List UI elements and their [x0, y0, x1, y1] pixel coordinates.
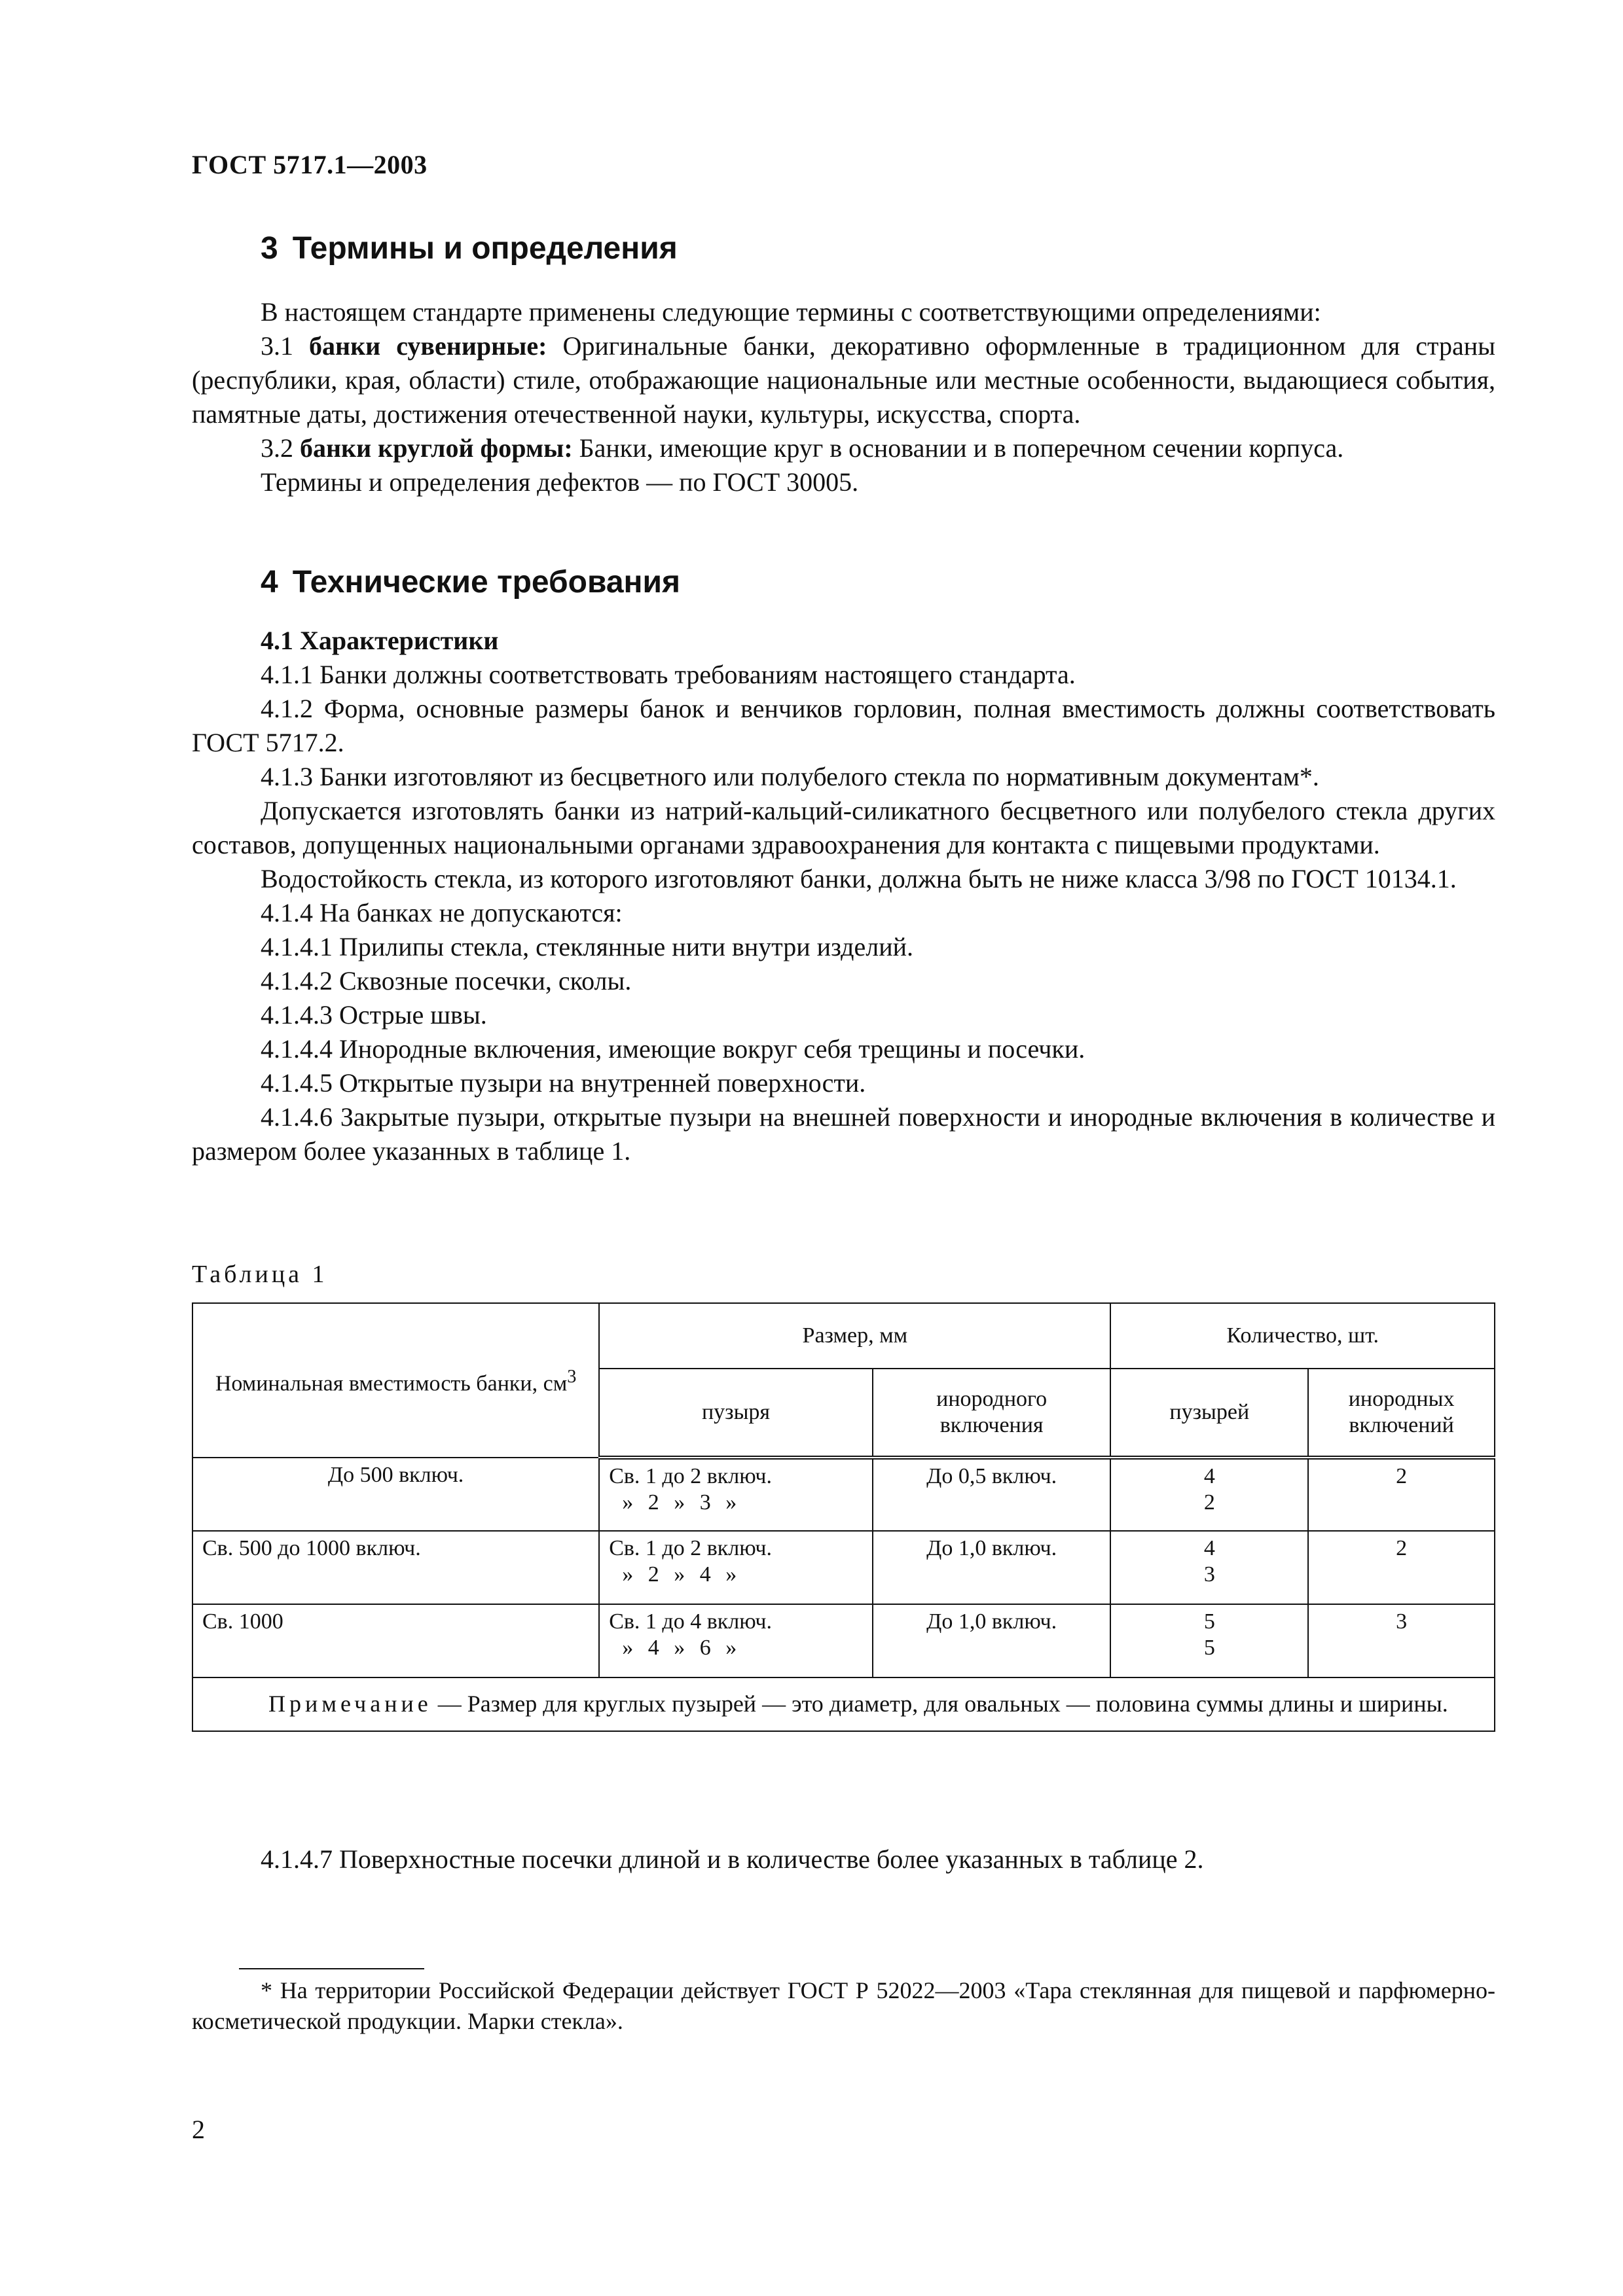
- clause-4-1-2: 4.1.2 Форма, основные размеры банок и венчиков горловин, полная вместимость должны соответствовать ГОСТ 5717.2.: [192, 694, 1495, 757]
- cell-qty-bubbles-line-1: 5: [1203, 1609, 1215, 1634]
- clause-4-1-4-5: 4.1.4.5 Открытые пузыри на внутренней поверхности.: [261, 1068, 866, 1098]
- table-note-row: [192, 1677, 1495, 1731]
- cell-qty-bubbles: [1110, 1531, 1308, 1604]
- header-qty-inclusions-line-1: инородных: [1348, 1387, 1455, 1411]
- table-row: [192, 1604, 1495, 1677]
- section-3-title: [261, 230, 678, 266]
- header-capacity-unit-power: 3: [567, 1366, 577, 1387]
- header-qty-inclusions-line-2: включений: [1349, 1413, 1454, 1437]
- section-4-body: [192, 624, 1495, 1168]
- cell-bubble-size-line-1: Св. 1 до 4 включ.: [609, 1609, 772, 1634]
- footnote-separator: [239, 1968, 424, 1969]
- cell-inclusion-size: До 0,5 включ.: [873, 1458, 1111, 1531]
- cell-qty-bubbles-line-2: 3: [1203, 1562, 1215, 1587]
- cell-capacity: До 500 включ.: [192, 1458, 599, 1531]
- clause-4-1-4-6: 4.1.4.6 Закрытые пузыри, открытые пузыри на внешней поверхности и инородные включения в количестве и размером более указанных в таблице 1.: [192, 1102, 1495, 1166]
- term-3-1-name: банки сувенирные:: [309, 331, 547, 361]
- clause-4-1-4-1: 4.1.4.1 Прилипы стекла, стеклянные нити внутри изделий.: [261, 932, 914, 961]
- section-3-body: [192, 295, 1495, 499]
- document-code-header: ГОСТ 5717.1—2003: [192, 150, 428, 179]
- header-quantity-group: Количество, шт.: [1110, 1303, 1495, 1369]
- cell-qty-inclusions: 2: [1308, 1531, 1495, 1604]
- cell-capacity: Св. 1000: [192, 1604, 599, 1677]
- page-number: 2: [192, 2115, 205, 2144]
- term-3-2-number: 3.2: [261, 433, 293, 463]
- cell-qty-inclusions: 3: [1308, 1604, 1495, 1677]
- footnote-text: * На территории Российской Федерации действует ГОСТ Р 52022—2003 «Тара стеклянная для пищевой и парфюмерно-косметической продукции. Марки стекла».: [192, 1977, 1495, 2034]
- cell-bubble-size-line-2: » 4 » 6 »: [622, 1636, 737, 1660]
- header-size-inclusion: [873, 1369, 1111, 1458]
- clause-4-1-4-3: 4.1.4.3 Острые швы.: [261, 1000, 487, 1030]
- clause-4-1-4: 4.1.4 На банках не допускаются:: [261, 898, 623, 927]
- cell-qty-bubbles-line-1: 4: [1203, 1536, 1215, 1560]
- term-3-2-name: банки круглой формы:: [300, 433, 573, 463]
- clause-4-1-3-water-resistance: Водостойкость стекла, из которого изготовляют банки, должна быть не ниже класса 3/98 по ГОСТ 10134.1.: [261, 864, 1457, 893]
- cell-qty-bubbles-line-2: 5: [1203, 1636, 1215, 1660]
- table-header-row-1: [192, 1303, 1495, 1369]
- cell-qty-bubbles-line-1: 4: [1203, 1464, 1215, 1488]
- cell-bubble-size-line-2: » 2 » 4 »: [622, 1562, 737, 1587]
- cell-inclusion-size: До 1,0 включ.: [873, 1604, 1111, 1677]
- cell-bubble-size: [599, 1531, 873, 1604]
- table-note-text: — Размер для круглых пузырей — это диаметр, для овальных — половина суммы длины и ширины.: [431, 1691, 1448, 1717]
- header-capacity-text: Номинальная вместимость банки, см: [215, 1371, 568, 1396]
- clause-4-1-4-4: 4.1.4.4 Инородные включения, имеющие вокруг себя трещины и посечки.: [261, 1034, 1085, 1064]
- table-row: [192, 1458, 1495, 1531]
- clause-4-1-3-allowance: Допускается изготовлять банки из натрий-кальций-силикатного бесцветного или полубелого стекла других составов, допущенных национальными органами здравоохранения для контакта с пищевыми продуктами.: [192, 796, 1495, 859]
- header-capacity: [192, 1303, 599, 1458]
- cell-qty-bubbles: [1110, 1604, 1308, 1677]
- header-size-group: Размер, мм: [599, 1303, 1110, 1369]
- term-3-2-definition: Банки, имеющие круг в основании и в поперечном сечении корпуса.: [572, 433, 1344, 463]
- header-qty-bubbles: пузырей: [1110, 1369, 1308, 1458]
- clause-4-1-4-7-block: [192, 1842, 1495, 1876]
- header-size-inclusion-line-2: включения: [939, 1413, 1044, 1437]
- table-1-caption: Таблица 1: [192, 1261, 328, 1288]
- cell-inclusion-size: До 1,0 включ.: [873, 1531, 1111, 1604]
- section-4-title-text: Технические требования: [292, 565, 681, 600]
- section-4-number: 4: [261, 565, 278, 600]
- term-3-1: [192, 329, 1495, 431]
- subsection-4-1-title: 4.1 Характеристики: [261, 626, 499, 655]
- cell-bubble-size: [599, 1604, 873, 1677]
- section-3-intro: В настоящем стандарте применены следующие термины с соответствующими определениями:: [261, 297, 1321, 327]
- term-3-2: [192, 431, 1495, 465]
- table-1: [192, 1302, 1495, 1732]
- term-3-1-definition: Оригинальные банки, декоративно оформленные в традиционном для страны (республики, края, области) стиле, отображающие национальные или местные особенности, выдающиеся события, памятные даты, достижения отечественной науки, культуры, искусства, спорта.: [192, 331, 1496, 429]
- section-4-title: [261, 564, 680, 600]
- cell-bubble-size-line-2: » 2 » 3 »: [622, 1490, 737, 1515]
- cell-bubble-size: [599, 1458, 873, 1531]
- term-3-1-number: 3.1: [261, 331, 293, 361]
- cell-bubble-size-line-1: Св. 1 до 2 включ.: [609, 1536, 772, 1560]
- table-row: [192, 1531, 1495, 1604]
- footnote: [192, 1975, 1495, 2037]
- defects-reference: Термины и определения дефектов — по ГОСТ 30005.: [261, 467, 859, 497]
- section-3-title-text: Термины и определения: [292, 231, 678, 266]
- clause-4-1-4-7: 4.1.4.7 Поверхностные посечки длиной и в количестве более указанных в таблице 2.: [261, 1844, 1204, 1874]
- table-note: [192, 1677, 1495, 1731]
- clause-4-1-4-2: 4.1.4.2 Сквозные посечки, сколы.: [261, 966, 632, 996]
- table-note-label: Примечание: [268, 1691, 432, 1717]
- clause-4-1-1: 4.1.1 Банки должны соответствовать требованиям настоящего стандарта.: [261, 660, 1076, 689]
- cell-qty-bubbles-line-2: 2: [1203, 1490, 1215, 1515]
- cell-qty-bubbles: [1110, 1458, 1308, 1531]
- cell-bubble-size-line-1: Св. 1 до 2 включ.: [609, 1464, 772, 1488]
- header-size-inclusion-line-1: инородного: [936, 1387, 1048, 1411]
- cell-qty-inclusions: 2: [1308, 1458, 1495, 1531]
- section-3-number: 3: [261, 231, 278, 266]
- header-size-bubble: пузыря: [599, 1369, 873, 1458]
- header-qty-inclusions: [1308, 1369, 1495, 1458]
- cell-capacity: Св. 500 до 1000 включ.: [192, 1531, 599, 1604]
- clause-4-1-3: 4.1.3 Банки изготовляют из бесцветного или полубелого стекла по нормативным документам*.: [261, 762, 1319, 791]
